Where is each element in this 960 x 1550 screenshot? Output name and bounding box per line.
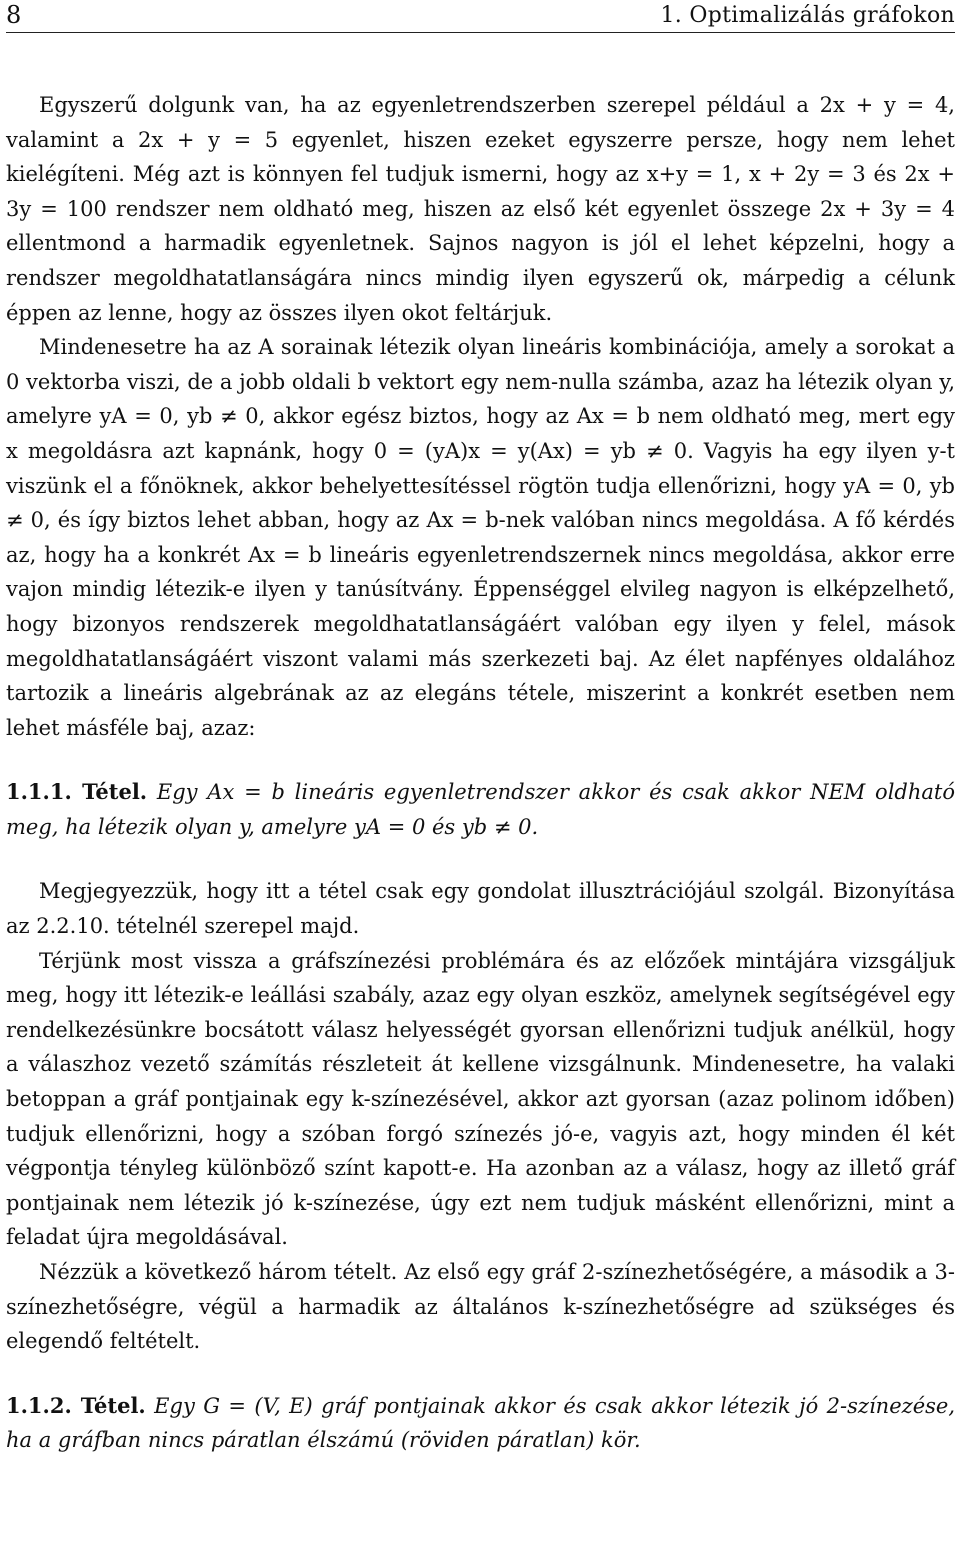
paragraph-4: Térjünk most vissza a gráfszínezési problémára és az előzőek mintájára vizsgáljuk meg, hogy itt létezik-e leállási szabály, azaz egy olyan eszköz, amelynek segítségével egy rendelkezésünkre bocsátott válasz helyességét gyorsan ellenőrizni tudjuk anélkül, hogy a válaszhoz vezető számítás részleteit át kellene vizsgálnunk. Mindenesetre, ha valaki betoppan a gráf pontjainak egy k-színezésével, akkor azt gyorsan (azaz polinom időben) tudjuk ellenőrizni, hogy a szóban forgó színezés jó-e, vagyis azt, hogy minden él két végpontja tényleg különböző színt kapott-e. Ha azonban az a válasz, hogy az illető gráf pontjainak nem létezik jó k-színezése, úgy ezt nem tudjuk másként ellenőrizni, mint a feladat újra megoldásával. [6,948,955,1250]
theorem-2 [6,1389,955,1458]
theorem-1 [6,775,955,844]
page-number: 8 [6,1,22,29]
paragraph-1: Egyszerű dolgunk van, ha az egyenletrendszerben szerepel például a 2x + y = 4, valamint a 2x + y = 5 egyenlet, hiszen ezeket egyszerre persze, hogy nem lehet kielégíteni. Még azt is könnyen fel tudjuk ismerni, hogy az x+y = 1, x + 2y = 3 és 2x + 3y = 100 rendszer nem oldható meg, hiszen az első két egyenlet összege 2x + 3y = 4 ellentmond a harmadik egyenletnek. Sajnos nagyon is jól el lehet képzelni, hogy a rendszer megoldhatatlanságára nincs mindig ilyen egyszerű ok, márpedig a célunk éppen az lenne, hogy az összes ilyen okot feltárjuk. [6,93,955,325]
paragraph-5: Nézzük a következő három tételt. Az első egy gráf 2-színezhetőségére, a második a 3-színezhetőségre, végül a harmadik az általános k-színezhetőségre ad szükséges és elegendő feltételt. [6,1260,955,1354]
theorem-2-text: Egy G = (V, E) gráf pontjainak akkor és csak akkor létezik jó 2-színezése, ha a gráfban nincs páratlan élszámú (röviden páratlan) kör. [6,1393,956,1453]
paragraph-2: Mindenesetre ha az A sorainak létezik olyan lineáris kombinációja, amely a sorokat a 0 vektorba viszi, de a jobb oldali b vektort egy nem-nulla számba, azaz ha létezik olyan y, amelyre yA = 0, yb ≠ 0, akkor egész biztos, hogy az Ax = b nem oldható meg, mert egy x megoldásra azt kapnánk, hogy 0 = (yA)x = y(Ax) = yb ≠ 0. Vagyis ha egy ilyen y-t viszünk el a főnöknek, akkor behelyettesítéssel rögtön tudja ellenőrizni, hogy yA = 0, yb ≠ 0, és így biztos lehet abban, hogy az Ax = b-nek valóban nincs megoldása. A fő kérdés az, hogy ha a konkrét Ax = b lineáris egyenletrendszernek nincs megoldása, akkor erre vajon mindig létezik-e ilyen y tanúsítvány. Éppenséggel elvileg nagyon is elképzelhető, hogy bizonyos rendszerek megoldhatatlanságáért valóban egy ilyen y felel, mások megoldhatatlanságáért viszont valami más szerkezeti baj. Az élet napfényes oldalához tartozik a lineáris algebrának az az elegáns tétele, miszerint a konkrét esetben nem lehet másféle baj, azaz: [6,335,955,740]
running-head: 1. Optimalizálás gráfokon [660,3,955,28]
page-header [0,0,960,40]
header-rule [6,32,955,33]
theorem-2-label: 1.1.2. Tétel. [6,1392,146,1418]
theorem-1-label: 1.1.1. Tétel. [6,779,148,805]
theorem-1-text: Egy Ax = b lineáris egyenletrendszer akkor és csak akkor NEM oldható meg, ha létezik olyan y, amelyre yA = 0 és yb ≠ 0. [6,780,955,839]
paragraph-3: Megjegyezzük, hogy itt a tétel csak egy gondolat illusztrációjául szolgál. Bizonyítása az 2.2.10. tételnél szerepel majd. [6,879,955,939]
page-body [6,88,955,1458]
